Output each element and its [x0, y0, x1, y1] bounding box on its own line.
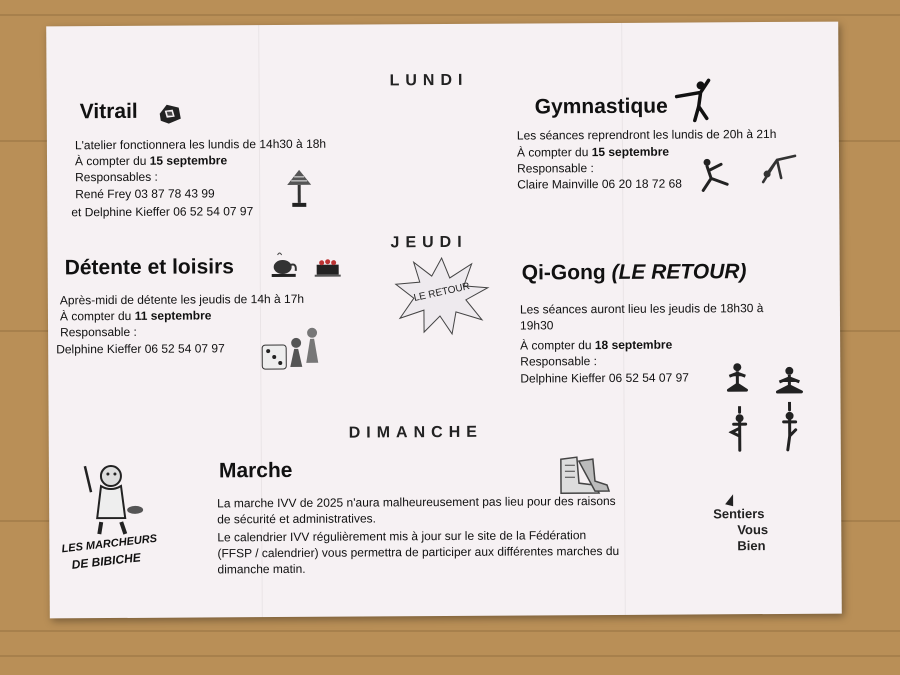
dancer-pose-icon — [673, 76, 717, 122]
vitrail-line-4: René Frey 03 87 78 43 99 — [75, 186, 215, 202]
marche-p2a: Le calendrier IVV régulièrement mis à jour sur le site de la Fédération — [217, 528, 587, 545]
le-retour-label: LE RETOUR — [412, 281, 471, 304]
detente-line-3: Responsable : — [60, 324, 137, 340]
gym-line-1: Les séances reprendront les lundis de 20h à 21h — [516, 126, 777, 143]
gymnast-icon — [697, 154, 745, 194]
detente-line-1: Après-midi de détente les jeudis de 14h à 17h — [59, 291, 305, 308]
sentiers-logo-line2: Vous — [737, 522, 769, 538]
yoga-tree-icon — [729, 406, 751, 452]
qigong-title: Qi-Gong (LE RETOUR) — [521, 260, 747, 285]
sentiers-logo-line3: Bien — [737, 538, 766, 554]
vitrail-line-3: Responsables : — [75, 169, 158, 185]
marche-title: Marche — [218, 458, 293, 483]
bibiche-logo-line2: DE BIBICHE — [70, 550, 142, 572]
qigong-line-1: Les séances auront lieu les jeudis de 18h30 à — [519, 301, 764, 317]
marche-p2b: (FFSP / calendrier) vous permettra de participer aux différentes marches du — [217, 543, 620, 561]
acrobat-icon — [755, 152, 801, 186]
yoga-standing-icon — [779, 402, 801, 452]
le-retour-burst — [394, 256, 490, 337]
day-heading-dimanche: DIMANCHE — [348, 423, 483, 442]
board-game-pieces-icon — [260, 323, 324, 379]
detente-line-4: Delphine Kieffer 06 52 54 07 97 — [56, 341, 225, 357]
detente-title: Détente et loisirs — [64, 255, 234, 280]
marche-p2c: dimanche matin. — [217, 561, 306, 577]
mascot-walker-icon — [81, 462, 145, 536]
marcheurs-de-bibiche-logo — [59, 462, 170, 575]
yoga-seated-icon — [774, 366, 804, 396]
cake-icon — [314, 253, 342, 279]
flyer-paper — [46, 22, 842, 619]
gym-line-4: Claire Mainville 06 20 18 72 68 — [517, 176, 682, 192]
stained-glass-icon — [157, 102, 183, 126]
gym-title: Gymnastique — [534, 94, 668, 119]
sentiers-vous-bien-logo — [711, 492, 801, 563]
qigong-line-3: Responsable : — [520, 354, 598, 369]
gym-line-3: Responsable : — [517, 161, 594, 176]
gym-line-2: À compter du 15 septembre — [516, 144, 670, 160]
qigong-line-4: Delphine Kieffer 06 52 54 07 97 — [520, 370, 689, 386]
yoga-lotus-icon — [726, 362, 748, 396]
sentiers-logo-line1: Sentiers — [713, 506, 765, 522]
vitrail-line-5: et Delphine Kieffer 06 52 54 07 97 — [71, 204, 254, 220]
vitrail-line-2: À compter du 15 septembre — [74, 153, 228, 169]
tiffany-lamp-icon — [285, 167, 313, 209]
day-heading-lundi: LUNDI — [389, 71, 469, 90]
marche-p1b: de sécurité et administratives. — [217, 511, 377, 527]
bibiche-logo-line1: LES MARCHEURS — [60, 532, 158, 556]
hiking-boots-icon — [555, 453, 611, 497]
qigong-line-2: À compter du 18 septembre — [520, 337, 673, 353]
marche-p1a: La marche IVV de 2025 n'aura malheureusement pas lieu pour des raisons — [217, 493, 616, 511]
day-heading-jeudi: JEUDI — [390, 233, 468, 252]
teapot-icon — [270, 251, 300, 279]
qigong-line-1b: 19h30 — [519, 318, 554, 333]
detente-line-2: À compter du 11 septembre — [59, 308, 212, 324]
vitrail-line-1: L'atelier fonctionnera les lundis de 14h30 à 18h — [74, 136, 327, 153]
vitrail-title: Vitrail — [79, 99, 138, 124]
